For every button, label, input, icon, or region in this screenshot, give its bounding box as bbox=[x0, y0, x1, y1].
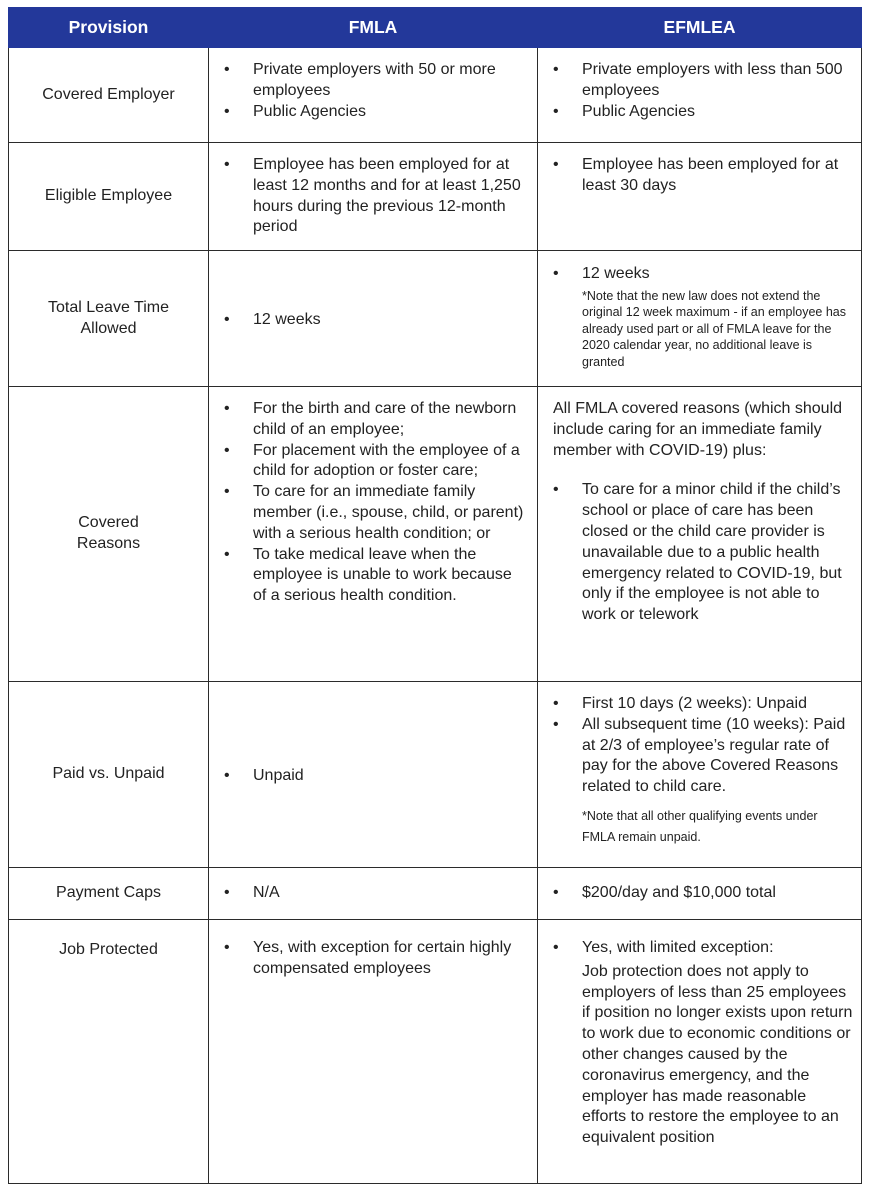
bullet-list bbox=[224, 60, 529, 122]
header-efmlea: EFMLEA bbox=[538, 8, 862, 48]
intro-text: All FMLA covered reasons (which should include caring for an immediate family member with COVID-19) plus: bbox=[553, 400, 843, 459]
efmlea-cell bbox=[538, 387, 862, 682]
row-label: Covered Reasons bbox=[9, 387, 209, 682]
row-covered-employer bbox=[9, 48, 862, 143]
fmla-cell bbox=[209, 868, 538, 920]
bullet-list bbox=[553, 264, 853, 285]
list-item-text: Public Agencies bbox=[253, 102, 366, 120]
efmlea-cell bbox=[538, 868, 862, 920]
list-item-text: Employee has been employed for at least 12 months and for at least 1,250 hours during the previous 12-month period bbox=[253, 156, 521, 236]
fmla-cell bbox=[209, 251, 538, 387]
row-label: Paid vs. Unpaid bbox=[9, 682, 209, 868]
row-label: Job Protected bbox=[9, 920, 209, 1184]
bullet-icon: • bbox=[553, 156, 559, 173]
list-item-text: First 10 days (2 weeks): Unpaid bbox=[582, 695, 807, 712]
list-item bbox=[553, 155, 853, 197]
footnote: *Note that all other qualifying events under FMLA remain unpaid. bbox=[582, 808, 818, 844]
fmla-cell bbox=[209, 48, 538, 143]
bullet-icon: • bbox=[224, 767, 230, 785]
bullet-icon: • bbox=[224, 545, 230, 563]
bullet-list bbox=[553, 60, 853, 122]
efmlea-cell bbox=[538, 143, 862, 251]
list-item-text: All subsequent time (10 weeks): Paid at 2/3 of employee’s regular rate of pay for the above Covered Reasons related to child care. bbox=[582, 715, 846, 796]
header-fmla: FMLA bbox=[209, 8, 538, 48]
list-item bbox=[553, 715, 853, 798]
bullet-list bbox=[553, 694, 853, 798]
bullet-icon: • bbox=[553, 481, 559, 499]
row-label: Eligible Employee bbox=[9, 143, 209, 251]
list-item bbox=[224, 883, 529, 904]
list-item-text: To care for a minor child if the child’s school or place of care has been closed or the child care provider is unavailable due to a public health emergency related to COVID-19, but only if the employee is not able to work or telework bbox=[582, 481, 842, 624]
bullet-icon: • bbox=[553, 102, 559, 120]
list-item-text: Employee has been employed for at least 30 days bbox=[582, 156, 839, 194]
efmlea-cell bbox=[538, 48, 862, 143]
fmla-cell bbox=[209, 387, 538, 682]
bullet-list bbox=[224, 938, 529, 980]
list-item bbox=[224, 545, 529, 607]
list-item-text: To take medical leave when the employee is unable to work because of a serious health condition. bbox=[253, 545, 512, 605]
list-item bbox=[553, 102, 853, 123]
list-item-text: 12 weeks bbox=[582, 265, 650, 282]
list-item bbox=[224, 155, 529, 238]
bullet-icon: • bbox=[553, 715, 559, 733]
row-label: Total Leave Time Allowed bbox=[9, 251, 209, 387]
header-provision: Provision bbox=[9, 8, 209, 48]
detail-text: Job protection does not apply to employers of less than 25 employees if position no longer exists upon return to work due to economic conditions or other changes caused by the coronavirus emergency, and the employer has made reasonable efforts to restore the employee to an equivalent position bbox=[582, 962, 853, 1147]
bullet-icon: • bbox=[553, 884, 559, 902]
list-item-text: Yes, with limited exception: bbox=[582, 939, 774, 956]
fmla-cell bbox=[209, 920, 538, 1184]
list-item-text: Yes, with exception for certain highly compensated employees bbox=[253, 939, 512, 977]
footnote: *Note that the new law does not extend the original 12 week maximum - if an employee has already used part or all of FMLA leave for the 2020 calendar year, no additional leave is granted bbox=[582, 288, 847, 369]
bullet-icon: • bbox=[553, 695, 559, 712]
bullet-icon: • bbox=[224, 884, 230, 902]
fmla-cell bbox=[209, 682, 538, 868]
list-item-text: For placement with the employee of a child for adoption or foster care; bbox=[253, 441, 520, 480]
bullet-icon: • bbox=[224, 483, 230, 501]
bullet-icon: • bbox=[224, 311, 230, 329]
list-item bbox=[553, 883, 853, 904]
efmlea-cell bbox=[538, 920, 862, 1184]
bullet-icon: • bbox=[224, 61, 230, 78]
list-item bbox=[224, 60, 529, 102]
list-item-text: To care for an immediate family member (i.e., spouse, child, or parent) with a serious health condition; or bbox=[253, 483, 524, 542]
efmlea-cell bbox=[538, 251, 862, 387]
bullet-list bbox=[553, 938, 853, 959]
list-item-text: Private employers with less than 500 employees bbox=[582, 61, 843, 99]
bullet-icon: • bbox=[224, 400, 230, 417]
list-item bbox=[224, 766, 529, 787]
bullet-list bbox=[553, 883, 853, 904]
fmla-cell bbox=[209, 143, 538, 251]
list-item bbox=[224, 399, 529, 441]
header-row bbox=[9, 8, 862, 48]
bullet-icon: • bbox=[553, 939, 559, 956]
bullet-icon: • bbox=[224, 102, 230, 120]
row-paid-unpaid bbox=[9, 682, 862, 868]
bullet-list bbox=[224, 155, 529, 238]
bullet-list bbox=[553, 155, 853, 197]
bullet-icon: • bbox=[553, 61, 559, 78]
row-label: Payment Caps bbox=[9, 868, 209, 920]
bullet-icon: • bbox=[224, 156, 230, 173]
bullet-icon: • bbox=[553, 265, 559, 282]
list-item-text: Public Agencies bbox=[582, 102, 695, 120]
bullet-list bbox=[224, 399, 529, 607]
bullet-list bbox=[224, 766, 529, 787]
list-item bbox=[553, 264, 853, 285]
row-job-protected bbox=[9, 920, 862, 1184]
row-payment-caps bbox=[9, 868, 862, 920]
efmlea-cell bbox=[538, 682, 862, 868]
list-item bbox=[553, 480, 853, 626]
bullet-list bbox=[553, 480, 853, 626]
list-item-text: For the birth and care of the newborn child of an employee; bbox=[253, 400, 517, 438]
list-item-text: N/A bbox=[253, 884, 280, 902]
row-total-leave bbox=[9, 251, 862, 387]
list-item-text: $200/day and $10,000 total bbox=[582, 884, 776, 902]
list-item bbox=[224, 441, 529, 483]
list-item bbox=[553, 694, 853, 715]
list-item bbox=[224, 938, 529, 980]
bullet-list bbox=[224, 883, 529, 904]
bullet-icon: • bbox=[224, 939, 230, 956]
list-item bbox=[224, 482, 529, 544]
list-item-text: Private employers with 50 or more employees bbox=[253, 61, 496, 99]
row-covered-reasons bbox=[9, 387, 862, 682]
bullet-list bbox=[224, 310, 529, 331]
list-item-text: Unpaid bbox=[253, 767, 304, 785]
list-item bbox=[553, 938, 853, 959]
list-item-text: 12 weeks bbox=[253, 311, 321, 329]
list-item bbox=[224, 102, 529, 123]
list-item bbox=[224, 310, 529, 331]
bullet-icon: • bbox=[224, 441, 230, 459]
comparison-table bbox=[8, 7, 862, 1184]
list-item bbox=[553, 60, 853, 102]
row-label: Covered Employer bbox=[9, 48, 209, 143]
row-eligible-employee bbox=[9, 143, 862, 251]
